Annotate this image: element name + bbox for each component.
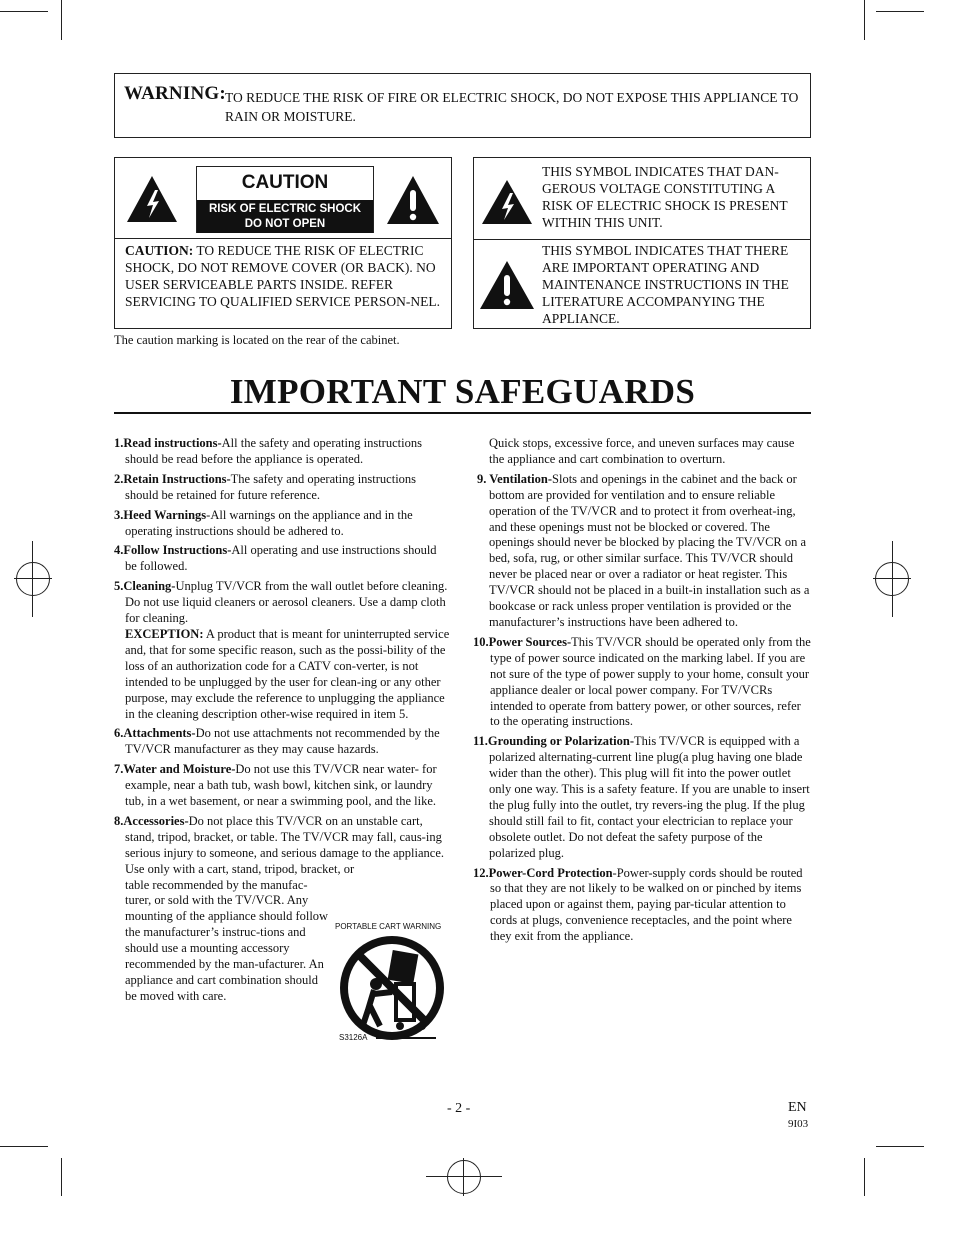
safeguard-text: Do not use attachments not recommended by the TV/VCR manufacturer as they may cause hazards.	[125, 726, 440, 757]
safeguard-item	[114, 762, 450, 810]
symbol-explanation-box	[473, 157, 811, 329]
document-code: 9I03	[788, 1118, 809, 1130]
safeguard-item	[114, 814, 450, 878]
safeguard-label: 1.Read instructions-	[114, 436, 222, 450]
safeguard-text-narrow: table recommended by the manufac-turer, or sold with the TV/VCR. Any mounting of the appliance should follow the manufacturer’s instruc-tions and should use a mounting accessory recommended by the man-ufacturer. An appliance and cart combination should be moved with care.	[125, 877, 329, 1003]
safeguard-item	[473, 635, 811, 730]
safeguards-right-column	[473, 436, 811, 949]
exclamation-warning-icon	[385, 174, 441, 226]
registration-mark	[16, 562, 50, 596]
safeguard-item	[114, 508, 450, 540]
safeguard-label: 8.Accessories-	[114, 813, 189, 828]
exclamation-symbol-text: THIS SYMBOL INDICATES THAT THERE ARE IMPORTANT OPERATING AND MAINTENANCE INSTRUCTIONS IN THE LITERATURE ACCOMPANYING THE APPLIANCE.	[542, 243, 789, 326]
safeguard-item	[114, 579, 450, 722]
safeguard-item	[473, 734, 811, 861]
safeguard-item	[114, 436, 450, 468]
title-rule	[114, 412, 811, 414]
caution-title: CAUTION	[241, 172, 329, 193]
safeguard-text: Unplug TV/VCR from the wall outlet before cleaning. Do not use liquid cleaners or aerosol cleaners. Use a damp cloth for cleaning.	[125, 579, 448, 626]
crop-mark	[0, 11, 48, 12]
crop-mark	[876, 11, 924, 12]
safeguard-text: Do not place this TV/VCR on an unstable cart, stand, tripod, bracket, or table. The TV/VCR may fall, caus-ing serious injury to someone, and serious damage to the appliance. Use only with a cart, stand, tripod, bracket, or	[125, 813, 445, 876]
safeguard-text: The safety and operating instructions should be retained for future reference.	[125, 471, 417, 502]
safeguard-label: 11.Grounding or Polarization-	[473, 734, 635, 749]
exclamation-warning-icon	[478, 259, 536, 311]
lightning-warning-icon	[125, 174, 179, 224]
divider	[115, 238, 451, 239]
caution-subtitle-line1: RISK OF ELECTRIC SHOCK	[208, 203, 362, 215]
safeguard-text: This TV/VCR is equipped with a polarized alternating-current line plug(a plug having one blade wider than the other). This plug will fit into the power outlet only one way. This is a safety feature. If you are unable to insert the plug fully into the outlet, try revers-ing the plug. If the plug should still fail to fit, contact your electrician to replace your obsolete outlet. Do not defeat the safety purpose of the polarized plug.	[489, 734, 810, 860]
caution-label	[196, 166, 374, 233]
lightning-warning-icon	[480, 178, 534, 226]
registration-mark	[447, 1160, 481, 1194]
caution-text	[125, 242, 445, 310]
safeguard-continued: Quick stops, excessive force, and uneven surfaces may cause the appliance and cart combination to overturn.	[489, 436, 795, 466]
cart-warning-caption: PORTABLE CART WARNING	[335, 922, 442, 931]
caution-subtitle-line2: DO NOT OPEN	[244, 218, 326, 230]
safeguard-label: 7.Water and Moisture-	[114, 762, 236, 777]
portable-cart-warning-icon	[336, 932, 448, 1044]
cart-warning-code: S3126A	[339, 1033, 368, 1042]
warning-label: WARNING:	[124, 83, 226, 104]
crop-mark	[61, 1158, 62, 1196]
crop-mark	[0, 1146, 48, 1147]
exception-label: EXCEPTION:	[125, 626, 204, 641]
safeguard-label: 9. Ventilation-	[477, 471, 553, 486]
safeguard-text: -All warnings on the appliance and in the operating instructions should be adhered to.	[125, 507, 413, 538]
safeguard-text: This TV/VCR should be operated only from the type of power source indicated on the marking label. If you are not sure of the type of power supply to your home, consult your appliance dealer or local power company. For TV/VCRs intended to operate from battery power, or other sources, refer to the operating instructions.	[490, 634, 811, 729]
exception-note	[125, 627, 450, 722]
safeguard-label: 4.Follow Instructions-	[114, 543, 232, 558]
page-title: IMPORTANT SAFEGUARDS	[229, 372, 696, 411]
crop-mark	[864, 0, 865, 40]
lightning-symbol-text: THIS SYMBOL INDICATES THAT DAN-GEROUS VOLTAGE CONSTITUTING A RISK OF ELECTRIC SHOCK IS PRESENT WITHIN THIS UNIT.	[542, 164, 788, 230]
safeguard-label: 5.Cleaning-	[114, 579, 176, 594]
registration-mark	[875, 562, 909, 596]
safeguard-item	[114, 543, 450, 575]
caution-text-label: CAUTION:	[125, 243, 194, 258]
safeguard-item	[114, 726, 450, 758]
safeguard-item	[473, 866, 811, 946]
safeguard-label: 6.Attachments-	[114, 726, 196, 741]
warning-text: TO REDUCE THE RISK OF FIRE OR ELECTRIC SHOCK, DO NOT EXPOSE THIS APPLIANCE TO RAIN OR MOISTURE.	[225, 90, 799, 124]
exception-text: A product that is meant for uninterrupted service and, that for some specific reason, such as the possi-bility of the loss of an authorization code for a CATV con-verter, is not intended to be unplugged by the user for clean-ing or any other purpose, may exclude the reference to unplugging the appliance in the cleaning description other-wise required in item 5.	[125, 626, 450, 721]
caution-subtitle	[197, 200, 373, 233]
divider	[474, 239, 810, 240]
safeguard-text: Do not use this TV/VCR near water- for example, near a bath tub, wash bowl, kitchen sink, or laundry tub, in a wet basement, or near a swimming pool, and the like.	[125, 762, 437, 809]
caution-note: The caution marking is located on the rear of the cabinet.	[114, 333, 400, 347]
warning-box	[114, 73, 811, 138]
safeguard-label: 12.Power-Cord Protection	[473, 865, 613, 880]
safeguard-label: 3.Heed Warnings	[114, 507, 207, 522]
safeguard-item	[473, 472, 811, 631]
crop-mark	[876, 1146, 924, 1147]
crop-mark	[864, 1158, 865, 1196]
language-code: EN	[788, 1100, 807, 1115]
crop-mark	[61, 0, 62, 40]
safeguard-item	[114, 472, 450, 504]
safeguards-left-column	[114, 436, 450, 1005]
safeguard-label: 10.Power Sources-	[473, 634, 572, 649]
caution-box	[114, 157, 452, 329]
page-number: - 2 -	[447, 1101, 471, 1116]
safeguard-text: All the safety and operating instructions should be read before the appliance is operated.	[125, 436, 422, 466]
safeguard-text: Slots and openings in the cabinet and the back or bottom are provided for ventilation and to ensure reliable operation of the TV/VCR and to protect it from overheat-ing, and these openings must not be blocked or covered. The openings should never be blocked by placing the TV/VCR on a bed, sofa, rug, or other similar surface. This TV/VCR should never be placed near or over a radiator or heat register. This TV/VCR should not be placed in a built-in installation such as a bookcase or rack unless proper ventilation is provided or the manufacturer’s instructions have been adhered to.	[489, 471, 810, 629]
safeguard-label: 2.Retain Instructions-	[114, 471, 231, 486]
caution-text-body: TO REDUCE THE RISK OF ELECTRIC SHOCK, DO NOT REMOVE COVER (OR BACK). NO USER SERVICEABLE PARTS INSIDE. REFER SERVICING TO QUALIFIED SERVICE PERSON-NEL.	[125, 243, 440, 309]
safeguard-text: -Power-supply cords should be routed so that they are not likely to be walked on or pinched by items placed upon or against them, paying par-ticular attention to cords at plugs, convenience receptacles, and the point where they exit from the appliance.	[490, 865, 803, 944]
safeguard-text: All operating and use instructions should be followed.	[125, 543, 437, 574]
